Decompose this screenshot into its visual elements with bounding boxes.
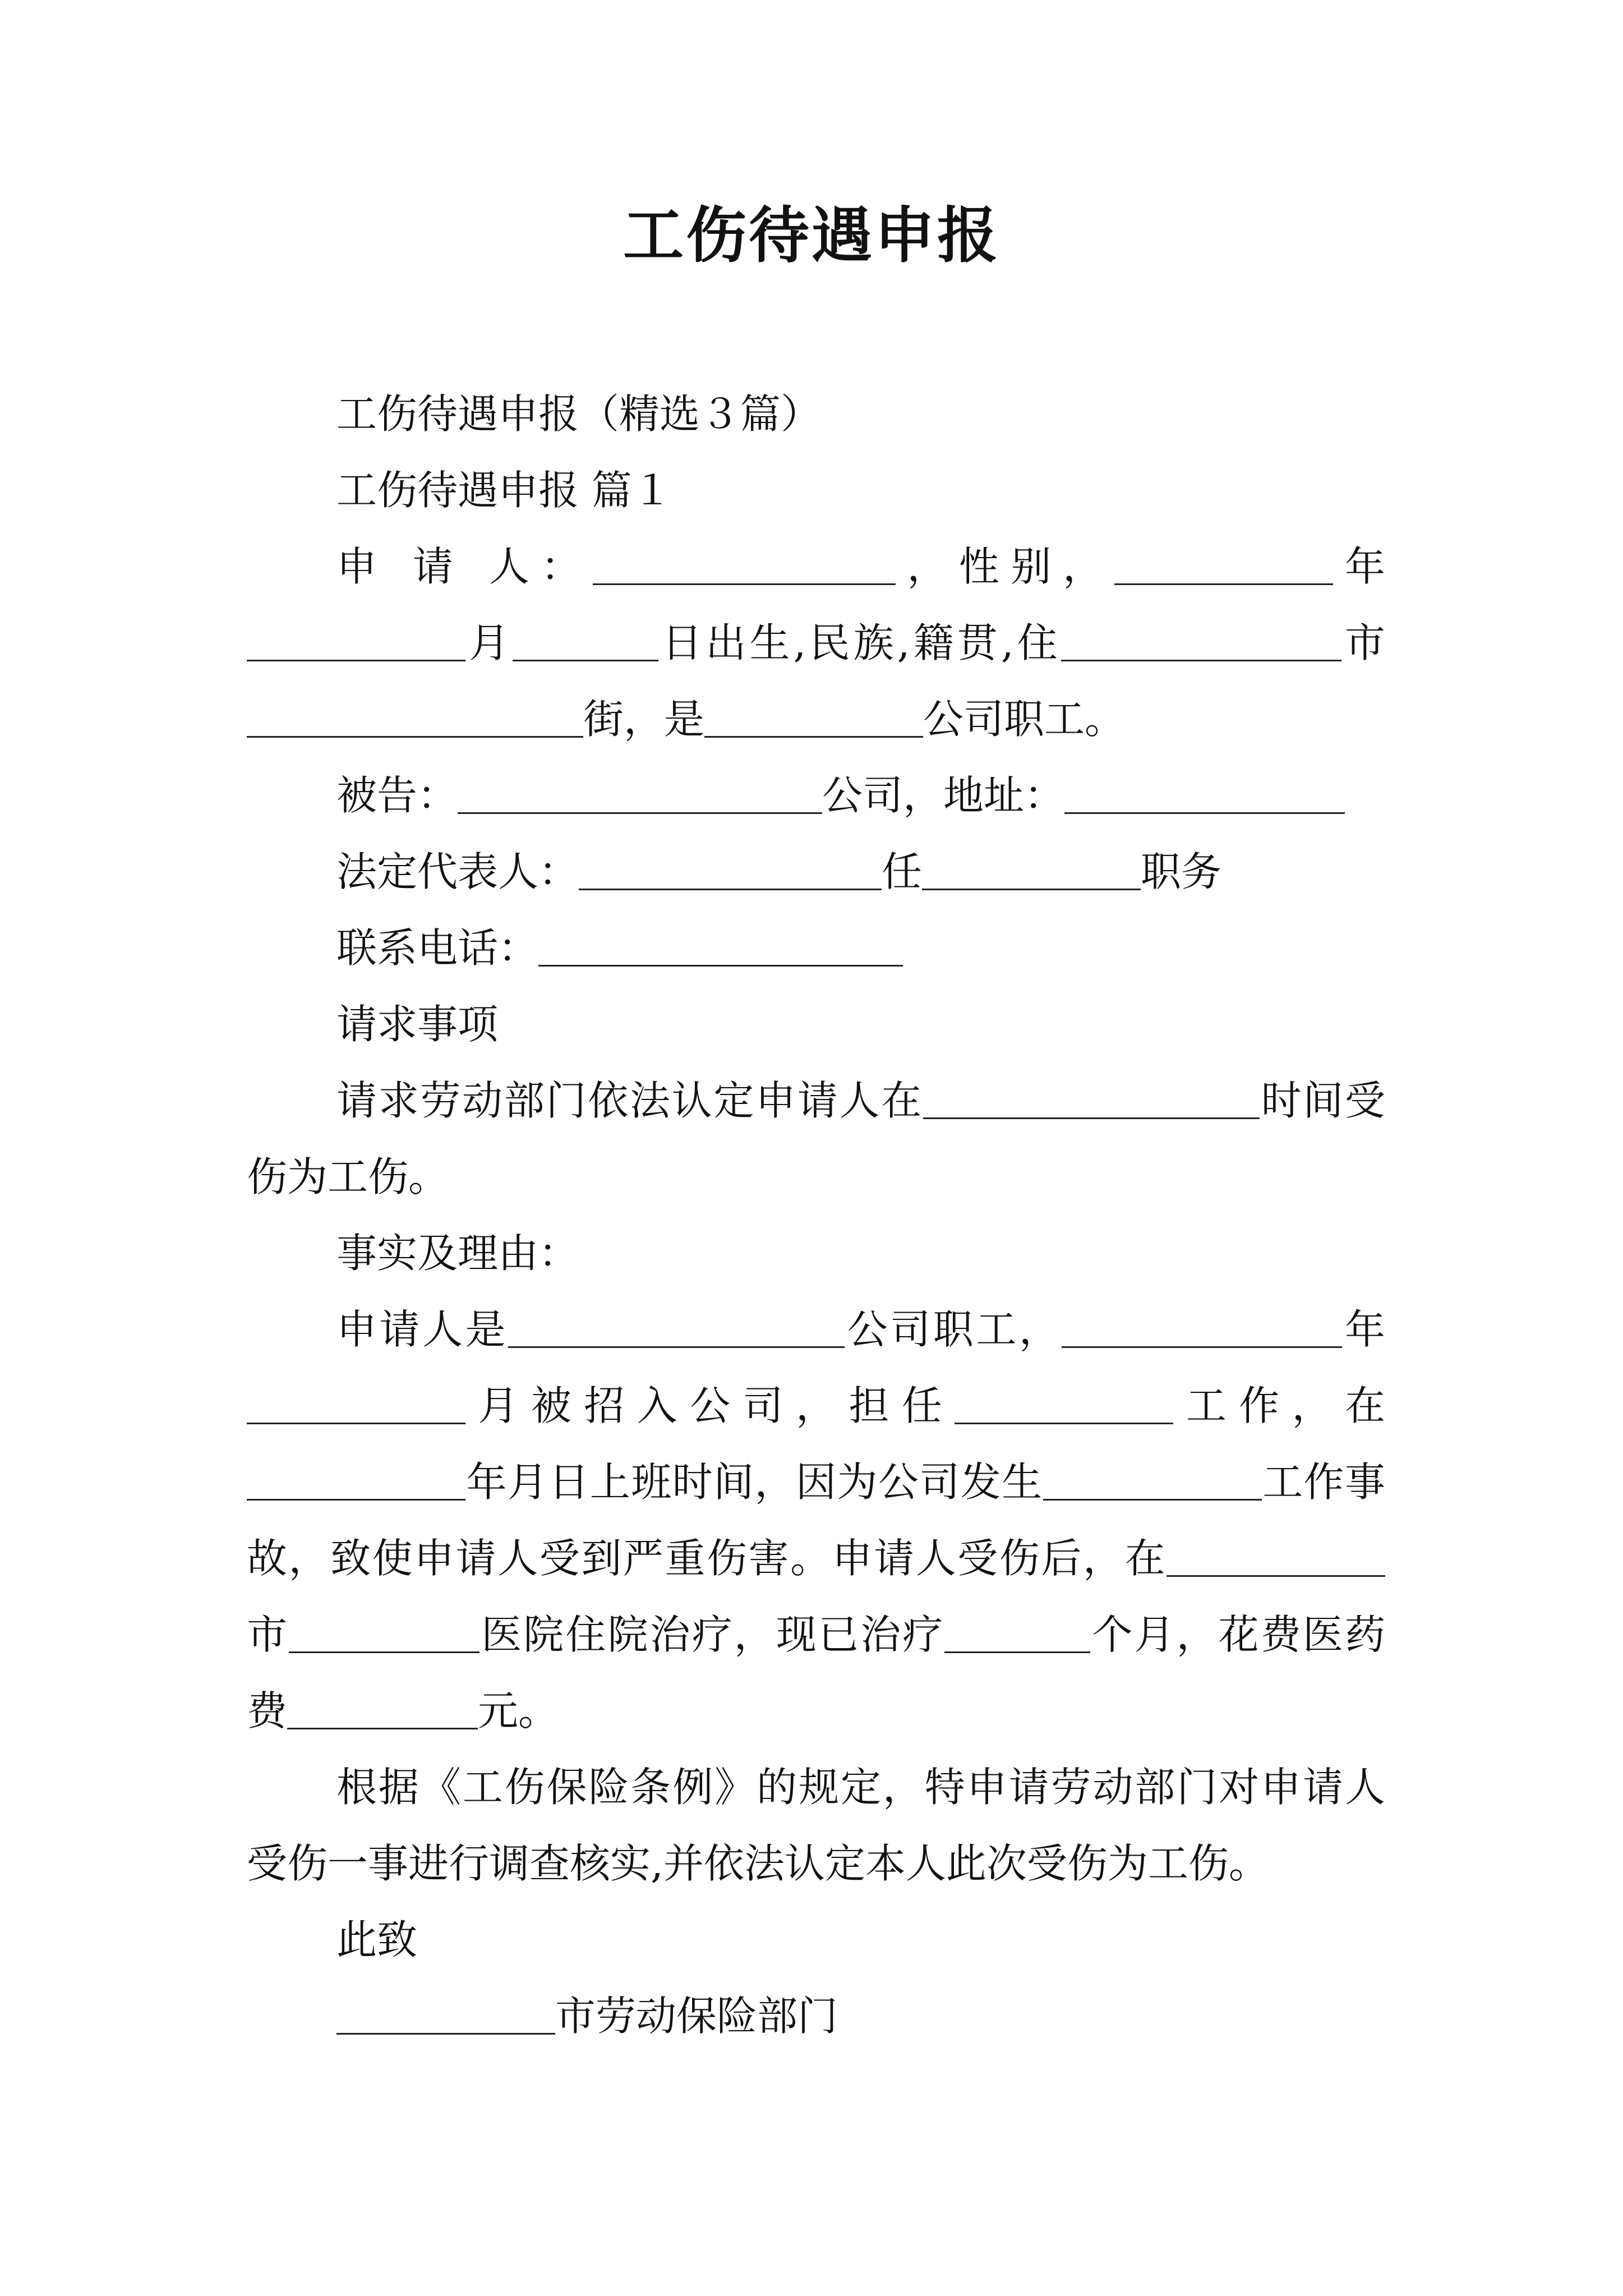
facts-month-blank: [247, 1383, 465, 1424]
facts-heading: 事实及理由：: [336, 1230, 579, 1277]
facts-text-l: 月，花费医药费: [247, 1611, 1385, 1734]
year-label: 年: [1333, 543, 1385, 590]
facts-text-h: 事故，致使申请人受到严重伤害。申请人受伤后，在: [247, 1458, 1385, 1582]
facts-text-b: 公司职工，: [845, 1306, 1062, 1353]
recipient: 市劳动保险部门: [555, 1993, 838, 2040]
legal-rep-position-label: 职务: [1141, 848, 1222, 895]
month-label: 月: [465, 619, 513, 666]
section-heading: 工伤待遇申报 篇１: [336, 467, 672, 514]
applicant-paragraph: [247, 528, 1385, 757]
basis-paragraph: 根据《工伤保险条例》的规定，特申请劳动部门对申请人受伤一事进行调查核实,并依法认定本人此次受伤为工伤。: [247, 1764, 1385, 1887]
phone-blank: [538, 926, 903, 967]
legal-rep-blank: [579, 849, 882, 890]
facts-text-k: 个: [1090, 1611, 1135, 1658]
recipient-city-blank: [336, 1994, 555, 2035]
defendant-address-blank: [1064, 773, 1345, 814]
applicant-label: 申 请 人：: [336, 543, 593, 590]
birth-day-blank: [513, 620, 658, 661]
facts-text-i: 市: [247, 1611, 289, 1658]
defendant-company-blank: [458, 773, 822, 814]
facts-paragraph: [247, 1291, 1385, 1749]
closing: 此致: [336, 1916, 418, 1963]
facts-year-blank: [1062, 1307, 1342, 1348]
request-heading: 请求事项: [336, 1001, 499, 1048]
facts-text-a: 申请人是: [336, 1306, 509, 1353]
gender-label: ，性别，: [895, 543, 1115, 590]
applicant-name-blank: [593, 544, 896, 585]
street-label: 街，是: [583, 696, 705, 743]
facts-city-blank: [1166, 1536, 1385, 1577]
injury-time-blank: [923, 1078, 1260, 1119]
defendant-line: [247, 757, 1385, 834]
company-staff-label: 公司职工。: [923, 696, 1126, 743]
residence-blank: [1061, 620, 1341, 661]
facts-text-g: 工作: [1261, 1458, 1345, 1506]
legal-rep-label: 法定代表人：: [336, 848, 579, 895]
street-blank: [247, 697, 583, 738]
facts-months-blank: [944, 1612, 1090, 1653]
facts-date-blank: [247, 1460, 465, 1501]
birth-month-blank: [247, 620, 465, 661]
defendant-label: 被告：: [336, 772, 458, 819]
legal-rep-hold-label: 任: [882, 848, 923, 895]
defendant-address-label: 公司，地址：: [822, 772, 1065, 819]
facts-text-m: 元。: [478, 1687, 559, 1734]
city-label: 市: [1341, 619, 1385, 666]
document-body: [247, 376, 1385, 2054]
facts-job-blank: [955, 1383, 1173, 1424]
facts-cost-blank: [287, 1688, 478, 1729]
facts-company-blank: [508, 1307, 845, 1348]
phone-line: [247, 910, 1385, 986]
request-text-b: 时间: [1259, 1077, 1345, 1124]
request-paragraph: [247, 1062, 1385, 1215]
facts-text-e: 工作，在: [1173, 1382, 1385, 1429]
subtitle: 工伤待遇申报（精选３篇）: [336, 390, 822, 438]
legal-rep-position-blank: [922, 849, 1141, 890]
facts-text-c: 年: [1342, 1306, 1385, 1353]
facts-text-d: 月被招入公司，担任: [465, 1382, 955, 1429]
day-born-label: 日出生,民族,籍贯,住: [658, 619, 1061, 666]
legal-rep-line: [247, 834, 1385, 910]
company-blank: [704, 697, 923, 738]
facts-text-j: 医院住院治疗，现已治疗: [479, 1611, 945, 1658]
recipient-line: [247, 1978, 1385, 2054]
facts-text-f: 年月日上班时间，因为公司发生: [465, 1458, 1043, 1506]
facts-hospital-blank: [289, 1612, 479, 1653]
facts-accident-blank: [1043, 1460, 1262, 1501]
gender-blank: [1114, 544, 1333, 585]
request-text-c: 受伤为工伤。: [247, 1077, 1385, 1200]
phone-label: 联系电话：: [336, 924, 539, 972]
document-title: 工伤待遇申报: [623, 200, 1000, 271]
request-text-a: 请求劳动部门依法认定申请人在: [336, 1077, 923, 1124]
